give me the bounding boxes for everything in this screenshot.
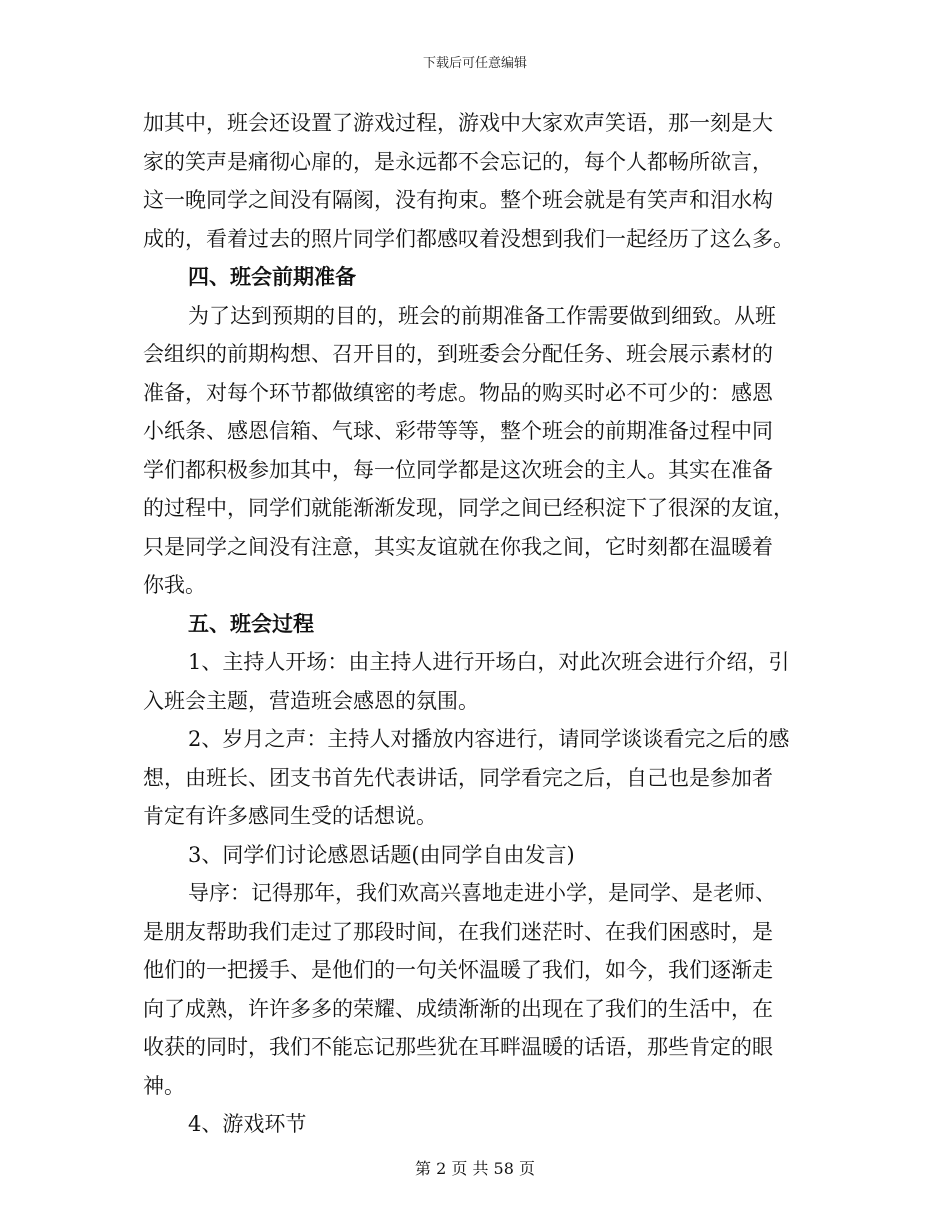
paragraph-line: 1、主持人开场：由主持人进行开场白，对此次班会进行介绍，引 <box>188 650 790 674</box>
paragraph-line: 收获的同时，我们不能忘记那些犹在耳畔温暖的话语，那些肯定的眼 <box>143 1035 773 1059</box>
paragraph-line: 会组织的前期构想、召开目的，到班委会分配任务、班会展示素材的 <box>143 342 773 366</box>
section-heading: 四、班会前期准备 <box>188 264 356 289</box>
paragraph-line: 家的笑声是痛彻心扉的，是永远都不会忘记的，每个人都畅所欲言， <box>143 149 773 174</box>
paragraph-line: 只是同学之间没有注意，其实友谊就在你我之间，它时刻都在温暖着 <box>143 534 773 559</box>
paragraph-line: 学们都积极参加其中，每一位同学都是这次班会的主人。其实在准备 <box>143 457 773 482</box>
paragraph-line: 想，由班长、团支书首先代表讲话，同学看完之后，自己也是参加者 <box>143 765 773 790</box>
paragraph-line: 肯定有许多感同生受的话想说。 <box>143 804 437 828</box>
paragraph-line: 这一晚同学之间没有隔阂，没有拘束。整个班会就是有笑声和泪水构 <box>143 188 773 212</box>
paragraph-line: 加其中，班会还设置了游戏过程，游戏中大家欢声笑语，那一刻是大 <box>143 111 773 135</box>
paragraph-line: 准备，对每个环节都做缜密的考虑。物品的购买时必不可少的：感恩 <box>143 380 773 405</box>
paragraph-line: 3、同学们讨论感恩话题(由同学自由发言) <box>188 842 575 867</box>
paragraph-line: 的过程中，同学们就能渐渐发现，同学之间已经积淀下了很深的友谊， <box>143 496 794 520</box>
paragraph-line: 他们的一把援手、是他们的一句关怀温暖了我们，如今，我们逐渐走 <box>143 958 773 982</box>
paragraph-line: 入班会主题，营造班会感恩的氛围。 <box>143 688 479 713</box>
paragraph-line: 小纸条、感恩信箱、气球、彩带等等，整个班会的前期准备过程中同 <box>143 419 773 443</box>
paragraph-line: 4、游戏环节 <box>188 1112 307 1136</box>
paragraph-line: 2、岁月之声：主持人对播放内容进行，请同学谈谈看完之后的感 <box>188 727 790 751</box>
paragraph-line: 成的，看着过去的照片同学们都感叹着没想到我们一起经历了这么多。 <box>143 226 794 251</box>
paragraph-line: 神。 <box>143 1073 185 1098</box>
paragraph-line: 向了成熟，许许多多的荣耀、成绩渐渐的出现在了我们的生活中，在 <box>143 996 773 1021</box>
paragraph-line: 你我。 <box>143 573 206 597</box>
paragraph-line: 是朋友帮助我们走过了那段时间，在我们迷茫时、在我们困惑时，是 <box>143 919 773 944</box>
section-heading: 五、班会过程 <box>188 610 314 636</box>
page-header: 下载后可任意编辑 <box>422 56 527 71</box>
paragraph-line: 为了达到预期的目的，班会的前期准备工作需要做到细致。从班 <box>188 303 776 328</box>
paragraph-line: 导序：记得那年，我们欢高兴喜地走进小学，是同学、是老师、 <box>188 881 776 905</box>
page-footer: 第 2 页 共 58 页 <box>415 1159 535 1178</box>
document-body <box>143 104 813 1144</box>
